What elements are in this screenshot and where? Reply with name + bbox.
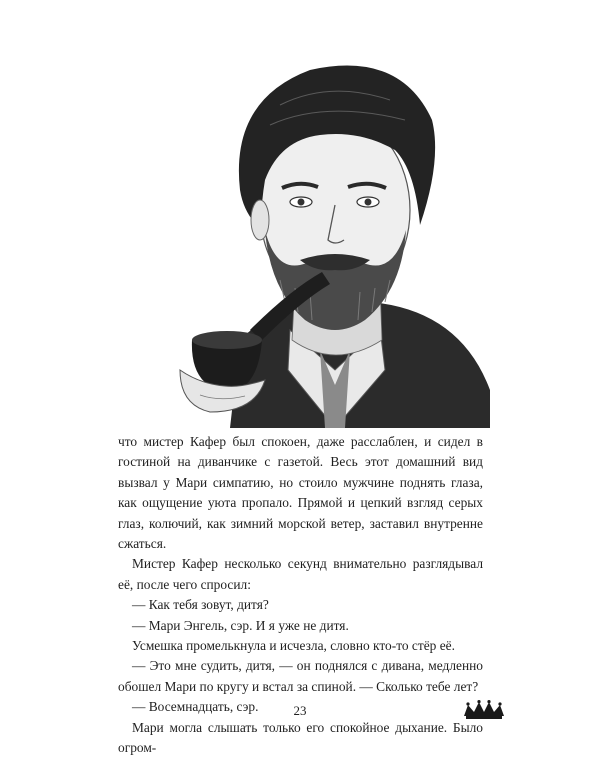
page-number: 23 [293,703,307,718]
dialogue-line: — Восемнадцать, сэр. [132,699,259,715]
dialogue-line: — Мари Энгель, сэр. И я уже не дитя. [132,617,349,633]
crown-icon [462,700,506,720]
paragraph: Мистер Кафер несколько секунд внимательно разглядывал её, после чего спросил: [118,556,483,592]
paragraph: Мари могла слышать только его спокойное дыхание. Было огром- [118,719,483,756]
portrait-illustration [170,40,490,428]
dialogue-line: — Как тебя зовут, дитя? [132,597,269,613]
dialogue-line: — Это мне судить, дитя, — он поднялся с дивана, медленно обошел Мари по кругу и встал за спиной. — Сколько тебе лет? [118,658,483,694]
paragraph: Усмешка промелькнула и исчезла, словно кто-то стёр её. [132,638,455,654]
paragraph: что мистер Кафер был спокоен, даже расслаблен, и сидел в гостиной на диванчике с газетой. Весь этот домашний вид вызвал у Мари симпатию, но стоило мужчине поднять глаза, как ощущение уюта пропало. Прямой и цепкий взгляд серых глаз, колючий, как зимний морской ветер, заставил внутренне сжаться. [118,434,483,552]
